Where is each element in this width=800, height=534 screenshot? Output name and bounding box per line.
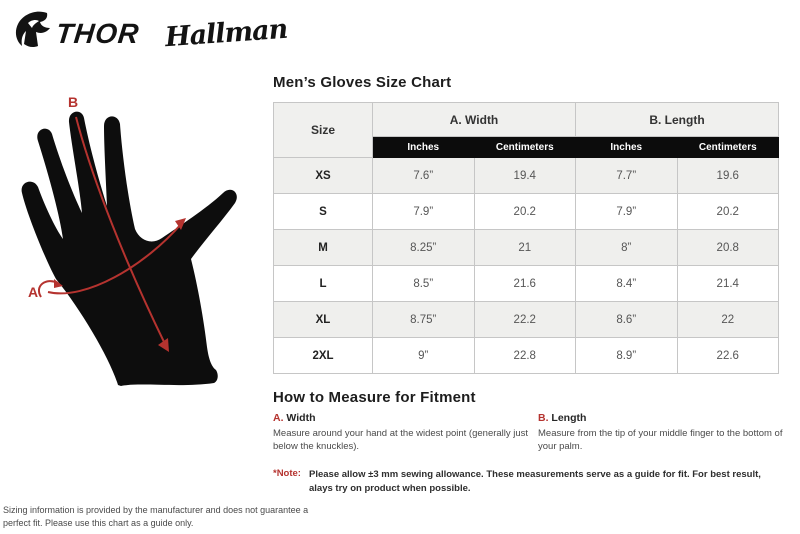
col-header-size: Size bbox=[274, 103, 373, 158]
width-cm-value: 22.8 bbox=[474, 338, 576, 374]
size-label: XL bbox=[274, 302, 373, 338]
length-cm-value: 20.2 bbox=[677, 194, 779, 230]
subheader-width-centimeters: Centimeters bbox=[474, 137, 576, 158]
note-text: Please allow ±3 mm sewing allowance. These measurements serve as a guide for fit. For best result, alays try on product when possible. bbox=[309, 469, 761, 495]
length-inches-value: 7.7” bbox=[576, 158, 678, 194]
subheader-length-centimeters: Centimeters bbox=[677, 137, 779, 158]
disclaimer-text: Sizing information is provided by the manufacturer and does not guarantee a perfect fit. Please use this chart as a guide only. bbox=[3, 505, 309, 529]
length-inches-value: 8” bbox=[576, 230, 678, 266]
note-label: *Note: bbox=[273, 468, 301, 479]
table-row-xs bbox=[274, 158, 779, 194]
label-b: B bbox=[68, 94, 79, 110]
width-inches-value: 7.6” bbox=[373, 158, 475, 194]
measure-width-word: Width bbox=[286, 412, 316, 424]
width-cm-value: 22.2 bbox=[474, 302, 576, 338]
size-label: XS bbox=[274, 158, 373, 194]
length-inches-value: 7.9” bbox=[576, 194, 678, 230]
thor-logo bbox=[14, 10, 142, 57]
measure-length-block bbox=[538, 412, 788, 454]
subheader-width-inches: Inches bbox=[373, 137, 475, 158]
length-inches-value: 8.6” bbox=[576, 302, 678, 338]
thor-wordmark: THOR bbox=[54, 17, 142, 49]
measure-width-block bbox=[273, 412, 535, 454]
length-cm-value: 22 bbox=[677, 302, 779, 338]
subheader-length-inches: Inches bbox=[576, 137, 678, 158]
howto-title: How to Measure for Fitment bbox=[273, 389, 476, 406]
table-row-xl bbox=[274, 302, 779, 338]
size-label: S bbox=[274, 194, 373, 230]
measure-length-text: Measure from the tip of your middle finger to the bottom of your palm. bbox=[538, 428, 783, 453]
length-cm-value: 22.6 bbox=[677, 338, 779, 374]
label-a: A bbox=[28, 284, 39, 300]
length-cm-value: 20.8 bbox=[677, 230, 779, 266]
size-label: L bbox=[274, 266, 373, 302]
hand-silhouette bbox=[22, 112, 237, 386]
measure-length-word: Length bbox=[551, 412, 587, 424]
measure-width-text: Measure around your hand at the widest point (generally just below the knuckles). bbox=[273, 428, 529, 453]
hallman-wordmark: Hallman bbox=[164, 13, 289, 54]
brand-header bbox=[14, 10, 288, 57]
width-cm-value: 21 bbox=[474, 230, 576, 266]
glove-diagram bbox=[10, 88, 250, 400]
length-cm-value: 19.6 bbox=[677, 158, 779, 194]
col-header-length: B. Length bbox=[576, 103, 779, 137]
size-chart-table bbox=[273, 102, 779, 374]
length-inches-value: 8.4” bbox=[576, 266, 678, 302]
width-cm-value: 19.4 bbox=[474, 158, 576, 194]
length-cm-value: 21.4 bbox=[677, 266, 779, 302]
width-cm-value: 20.2 bbox=[474, 194, 576, 230]
measure-width-letter: A. bbox=[273, 412, 284, 424]
table-row-2xl bbox=[274, 338, 779, 374]
size-label: 2XL bbox=[274, 338, 373, 374]
size-label: M bbox=[274, 230, 373, 266]
table-row-l bbox=[274, 266, 779, 302]
measure-length-letter: B. bbox=[538, 412, 549, 424]
width-inches-value: 8.5” bbox=[373, 266, 475, 302]
measure-width-label bbox=[273, 412, 535, 424]
width-inches-value: 8.75” bbox=[373, 302, 475, 338]
table-row-m bbox=[274, 230, 779, 266]
width-inches-value: 7.9” bbox=[373, 194, 475, 230]
width-inches-value: 8.25” bbox=[373, 230, 475, 266]
col-header-width: A. Width bbox=[373, 103, 576, 137]
width-cm-value: 21.6 bbox=[474, 266, 576, 302]
length-inches-value: 8.9” bbox=[576, 338, 678, 374]
measure-length-label bbox=[538, 412, 788, 424]
table-row-s bbox=[274, 194, 779, 230]
thor-helmet-icon bbox=[14, 10, 54, 57]
glove-illustration bbox=[10, 88, 250, 400]
size-chart-title: Men’s Gloves Size Chart bbox=[273, 74, 452, 91]
note-row bbox=[273, 468, 781, 497]
width-inches-value: 9” bbox=[373, 338, 475, 374]
